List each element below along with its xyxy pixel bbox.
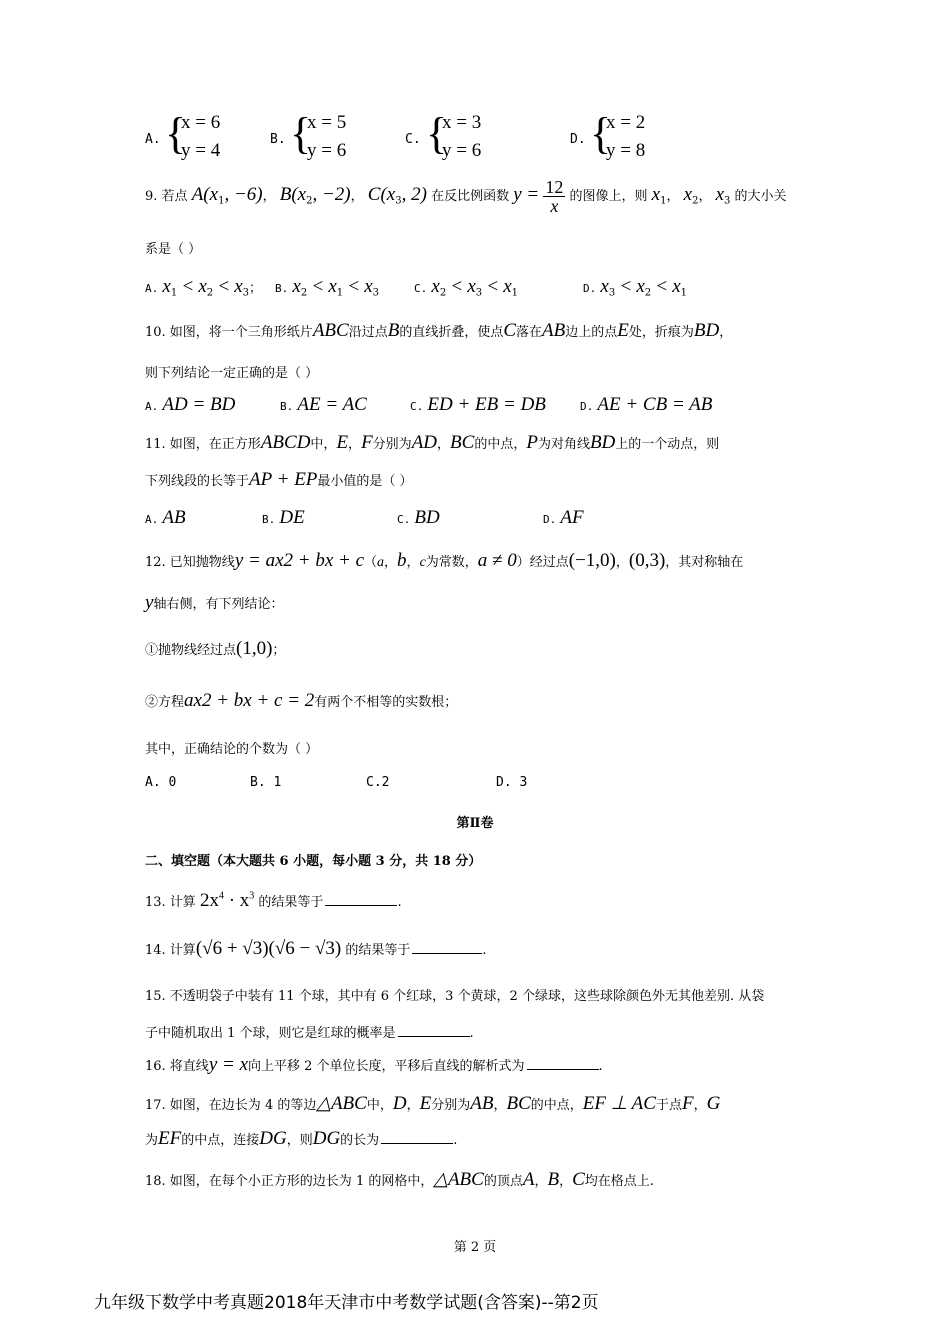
q15-line-1: 15. 不透明袋子中装有 11 个球，其中有 6 个红球，3 个黄球，2 个绿球，这些球除颜色外无其他差别. 从袋 — [145, 989, 765, 1004]
text: ， — [406, 1098, 420, 1113]
var: x — [234, 276, 243, 297]
math: AB — [470, 1093, 494, 1114]
math: E — [617, 320, 629, 341]
var: x — [672, 276, 681, 297]
var: x — [328, 276, 337, 297]
text: 17. 如图，在边长为 4 的等边 — [145, 1098, 317, 1113]
text: 18. 如图，在每个小正方形的边长为 1 的网格中， — [145, 1174, 434, 1189]
option-label: B. — [275, 282, 289, 295]
math — [200, 890, 254, 911]
text: ， — [384, 555, 398, 570]
text: 分别为 — [372, 437, 412, 452]
math: P — [526, 432, 538, 453]
math: F — [361, 432, 373, 453]
math: y = ax2 + bx + c — [234, 550, 365, 571]
math: y — [145, 592, 154, 613]
sub: 2 — [306, 195, 313, 207]
q9-text: 的大小关 — [734, 189, 787, 204]
var: x — [292, 276, 301, 297]
math: EF ⊥ AC — [582, 1093, 656, 1114]
text: 的长为 — [340, 1133, 380, 1148]
text: ， — [348, 437, 362, 452]
text: . — [453, 1133, 458, 1148]
q9-line-1: 9. 若点 $A(x_1$, −6)， $B(x_2$, −2)， $C(x_3$, 2) 在反比例函数 y = $\frac{12}{x}$ 的图像上，则 $x_1$， $x_2$， $x_3$ 的大小关 — [145, 177, 787, 216]
q11-option-d — [543, 507, 584, 529]
text: ， — [693, 1098, 707, 1113]
q12-option-b: B. 1 — [250, 775, 282, 790]
q16 — [145, 1054, 603, 1076]
q11-line-1 — [145, 432, 719, 454]
math: (−1,0) — [568, 550, 616, 571]
q13 — [145, 890, 402, 912]
text: 13. 计算 — [145, 895, 196, 910]
lt-sign: < — [181, 276, 195, 297]
section-title: 第Ⅱ卷 — [456, 816, 494, 831]
q10-line-2: 则下列结论一定正确的是（ ） — [145, 366, 319, 381]
q9-text: 的图像上，则 — [569, 189, 648, 204]
brace-icon: { — [290, 109, 312, 158]
math: ax2 + bx + c = 2 — [184, 690, 315, 711]
lt-sign: < — [619, 276, 633, 297]
sup: 3 — [249, 890, 255, 902]
q12-option-d: D. 3 — [496, 775, 528, 790]
text: ，则 — [286, 1133, 313, 1148]
math: AB — [542, 320, 566, 341]
option-label: C. — [410, 400, 424, 413]
var: x — [467, 276, 476, 297]
math: C — [503, 320, 517, 341]
option-label: A. — [145, 132, 161, 147]
q12-conclusion-2 — [145, 690, 457, 712]
math: DG — [259, 1128, 287, 1149]
q10-option-c — [410, 394, 546, 416]
q15-line-2 — [145, 1022, 474, 1041]
option-label: A. — [145, 282, 159, 295]
text: 16. 将直线 — [145, 1059, 209, 1074]
sub: 2 — [206, 287, 214, 299]
page-number: 第 2 页 — [453, 1240, 497, 1255]
math: B — [547, 1169, 560, 1190]
text: ②方程 — [145, 695, 185, 710]
text: ， — [615, 555, 629, 570]
math: BD — [589, 432, 616, 453]
var: x — [198, 276, 207, 297]
option-label: C. — [414, 282, 428, 295]
math: AD — [411, 432, 438, 453]
math: a — [377, 555, 385, 570]
option-label: D. — [543, 513, 557, 526]
sub: 3 — [372, 287, 380, 299]
math-part: 2x — [199, 890, 219, 911]
lt-sign: < — [311, 276, 325, 297]
point-c-end: , 2) — [401, 184, 427, 205]
option-expr: AB — [162, 507, 186, 528]
math: F — [681, 1093, 694, 1114]
sub: 1 — [680, 287, 688, 299]
q9-option-b — [275, 276, 379, 299]
math: B — [387, 320, 400, 341]
q12-line-5: 其中，正确结论的个数为（ ） — [145, 742, 319, 757]
text: 落在 — [516, 325, 543, 340]
option-label: B. — [270, 132, 286, 147]
math: D — [392, 1093, 407, 1114]
option-expr: AD = BD — [162, 394, 236, 415]
var: x — [162, 276, 171, 297]
sub: 3 — [395, 195, 402, 207]
math: (√6 + √3)(√6 − √3) — [195, 938, 342, 959]
equation-y: y = 6 — [307, 140, 347, 161]
option-label: D. — [580, 400, 594, 413]
text: ， — [534, 1174, 548, 1189]
equation-y: y = 4 — [181, 140, 221, 161]
point-a-end: , −6) — [224, 184, 263, 205]
math: ABCD — [260, 432, 311, 453]
text: 11. 如图，在正方形 — [145, 437, 261, 452]
math: y = x — [208, 1054, 248, 1075]
q18 — [145, 1168, 654, 1191]
brace-icon: { — [165, 109, 187, 158]
q9-line-2: 系是（ ） — [145, 242, 202, 257]
math: (0,3) — [628, 550, 666, 571]
text: 中， — [310, 437, 337, 452]
text: 均在格点上. — [584, 1174, 654, 1189]
var: x — [600, 276, 609, 297]
option-expr: BD — [414, 507, 440, 528]
math: (1,0) — [236, 638, 273, 659]
text: 为常数， — [425, 555, 478, 570]
answer-blank[interactable] — [325, 891, 397, 906]
text: 于点 — [655, 1098, 682, 1113]
math: a ≠ 0 — [477, 550, 517, 571]
text: 为 — [145, 1133, 159, 1148]
sub: 1 — [336, 287, 344, 299]
math-part: · x — [223, 890, 250, 911]
q12-conclusion-1 — [145, 638, 285, 660]
text: （ — [364, 555, 378, 570]
text: 分别为 — [431, 1098, 471, 1113]
text: 的中点， — [474, 437, 527, 452]
sub: 3 — [724, 195, 731, 207]
option-label: A. — [145, 400, 159, 413]
text: ； — [272, 643, 286, 658]
math: AP + EP — [249, 469, 318, 490]
q9-option-c — [414, 276, 518, 299]
q17-line-1 — [145, 1092, 720, 1115]
q9-option-d — [583, 276, 687, 299]
text: 为对角线 — [537, 437, 590, 452]
answer-blank[interactable] — [381, 1129, 453, 1144]
sub: 2 — [300, 287, 308, 299]
equation-x: x = 2 — [606, 112, 646, 133]
q17-line-2 — [145, 1128, 457, 1150]
q10-option-a — [145, 394, 235, 416]
math: E — [336, 432, 349, 453]
text: 轴右侧，有下列结论： — [153, 597, 284, 612]
text: ， — [559, 1174, 573, 1189]
q9-prefix: 9. 若点 — [145, 189, 188, 204]
var: x — [364, 276, 373, 297]
math: BC — [450, 432, 475, 453]
sub: 1 — [218, 195, 225, 207]
text: ，其对称轴在 — [665, 555, 744, 570]
text: 的中点，连接 — [181, 1133, 260, 1148]
q12-line-2 — [145, 592, 283, 614]
text: 最小值的是（ ） — [317, 474, 413, 489]
math: BC — [506, 1093, 531, 1114]
document-caption: 九年级下数学中考真题2018年天津市中考数学试题(含答案)--第2页 — [94, 1293, 599, 1313]
text: 有两个不相等的实数根； — [314, 695, 458, 710]
q11-option-a — [145, 507, 186, 529]
option-label: A. — [145, 513, 159, 526]
option-label: C. — [397, 513, 411, 526]
text: 10. 如图，将一个三角形纸片 — [145, 325, 313, 340]
text: 处，折痕为 — [628, 325, 694, 340]
lt-sign: < — [347, 276, 361, 297]
point-c: C(x — [367, 184, 396, 205]
q10-option-b — [280, 394, 367, 416]
text: 的直线折叠，使点 — [399, 325, 504, 340]
text: . — [469, 1026, 474, 1041]
q10-line-1 — [145, 320, 732, 342]
var: x — [636, 276, 645, 297]
text: 中， — [366, 1098, 393, 1113]
lt-sign: < — [450, 276, 464, 297]
sub: 1 — [170, 287, 178, 299]
text: . — [598, 1059, 603, 1074]
text: 边上的点 — [565, 325, 618, 340]
var: x — [431, 276, 440, 297]
denominator: x — [550, 196, 559, 216]
point-a: A(x — [191, 184, 219, 205]
math: G — [706, 1093, 721, 1114]
text: . — [482, 943, 487, 958]
brace-icon: { — [426, 109, 448, 158]
q12-line-1 — [145, 550, 743, 572]
q9-option-a — [145, 276, 262, 299]
q14 — [145, 938, 487, 960]
q11-line-2 — [145, 469, 413, 491]
equation-y: y = 8 — [606, 140, 646, 161]
text: 向上平移 2 个单位长度，平移后直线的解析式为 — [248, 1059, 525, 1074]
var: x — [715, 184, 725, 205]
section-heading: 二、填空题（本大题共 6 小题，每小题 3 分，共 18 分） — [145, 854, 482, 869]
answer-blank[interactable] — [398, 1022, 470, 1037]
q9-text: 在反比例函数 — [431, 189, 510, 204]
var: x — [651, 184, 661, 205]
text: 的顶点 — [483, 1174, 523, 1189]
point-b: B(x — [279, 184, 307, 205]
lt-sign: < — [655, 276, 669, 297]
sub: 1 — [511, 287, 519, 299]
math: DG — [312, 1128, 341, 1149]
option-expr: ED + EB = DB — [427, 394, 546, 415]
lt-sign: < — [486, 276, 500, 297]
equation-x: x = 3 — [442, 112, 482, 133]
tail: ； — [249, 281, 263, 296]
q12-option-c: C.2 — [366, 775, 390, 790]
function-lhs: y = — [513, 184, 540, 205]
sub: 3 — [608, 287, 616, 299]
text: ， — [493, 1098, 507, 1113]
q11-option-c — [397, 507, 440, 529]
sub: 2 — [644, 287, 652, 299]
math: ABC — [312, 320, 349, 341]
math: b — [397, 550, 407, 571]
q12-option-a: A. 0 — [145, 775, 177, 790]
sub: 2 — [692, 195, 699, 207]
lt-sign: < — [217, 276, 231, 297]
math: △ABC — [433, 1169, 484, 1190]
text: ， — [437, 437, 451, 452]
text: 的中点， — [530, 1098, 583, 1113]
math: C — [572, 1169, 585, 1190]
q10-option-d — [580, 394, 712, 416]
math: c — [419, 555, 426, 570]
text: 沿过点 — [348, 325, 388, 340]
answer-blank[interactable] — [412, 939, 482, 954]
sub: 3 — [242, 287, 250, 299]
option-label: B. — [280, 400, 294, 413]
text: 的结果等于 — [345, 943, 411, 958]
text: ， — [719, 325, 733, 340]
sub: 1 — [660, 195, 667, 207]
var: x — [683, 184, 693, 205]
equation-x: x = 6 — [181, 112, 221, 133]
option-expr: AE + CB = AB — [597, 394, 713, 415]
text: ①抛物线经过点 — [145, 643, 237, 658]
sub: 2 — [439, 287, 447, 299]
text: . — [397, 895, 402, 910]
math: BD — [693, 320, 720, 341]
numerator: 12 — [545, 177, 564, 197]
sub: 3 — [475, 287, 483, 299]
answer-blank[interactable] — [527, 1055, 599, 1070]
var: x — [503, 276, 512, 297]
text: 的结果等于 — [258, 895, 324, 910]
math: E — [419, 1093, 432, 1114]
option-expr: AF — [560, 507, 584, 528]
option-label: D. — [570, 132, 586, 147]
text: 子中随机取出 1 个球，则它是红球的概率是 — [145, 1026, 396, 1041]
option-expr: DE — [279, 507, 305, 528]
text: ， — [406, 555, 420, 570]
text: 下列线段的长等于 — [145, 474, 250, 489]
math: EF — [158, 1128, 182, 1149]
q11-option-b — [262, 507, 305, 529]
option-expr: AE = AC — [297, 394, 367, 415]
sup: 4 — [218, 890, 224, 902]
math: △ABC — [316, 1093, 367, 1114]
text: ）经过点 — [516, 555, 569, 570]
option-label: B. — [262, 513, 276, 526]
equation-y: y = 6 — [442, 140, 482, 161]
text: 14. 计算 — [145, 943, 196, 958]
fraction — [543, 178, 565, 215]
option-label: D. — [583, 282, 597, 295]
brace-icon: { — [590, 109, 612, 158]
option-label: C. — [405, 132, 421, 147]
point-b-end: , −2) — [312, 184, 351, 205]
text: 上的一个动点，则 — [615, 437, 720, 452]
math: A — [522, 1169, 535, 1190]
equation-x: x = 5 — [307, 112, 347, 133]
text: 12. 已知抛物线 — [145, 555, 235, 570]
